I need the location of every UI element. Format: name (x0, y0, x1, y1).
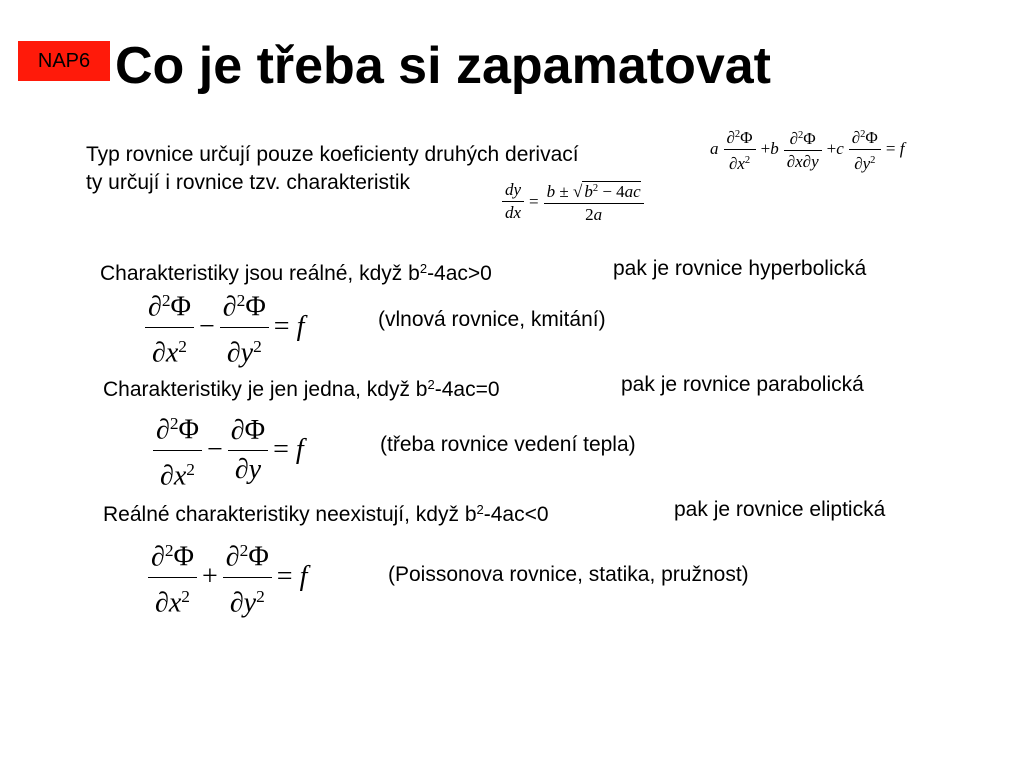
wave-equation-formula: $\frac{\partial^2\Phi}{\partial x^2}$ − $\frac{\partial^2\Phi}{\partial y^2}$ = f (145, 282, 309, 372)
hyperbolic-result: pak je rovnice hyperbolická (613, 257, 867, 280)
parabolic-condition: Charakteristiky je jen jedna, když $b^2-4ac=0$ (103, 377, 500, 402)
hyperbolic-note: (vlnová rovnice, kmitání) (378, 308, 606, 331)
heat-equation-formula: $\frac{\partial^2\Phi}{\partial x^2}$ − $\frac{\partial\Phi}{\partial y}$ = f (153, 405, 309, 495)
hyperbolic-condition: Charakteristiky jsou reálné, když $b^2-4ac>0$ (100, 261, 492, 286)
elliptic-result: pak je rovnice eliptická (674, 498, 886, 521)
slide-badge: NAP6 (18, 41, 110, 81)
parabolic-result: pak je rovnice parabolická (621, 373, 864, 396)
elliptic-condition: Reálné charakteristiky neexistují, když $b^2-4ac<0$ (103, 502, 549, 527)
characteristic-formula: $\frac{dy}{dx}$ = $\frac{b \pm √ b^2 - 4ac}{2a}$ (502, 178, 644, 226)
poisson-equation-formula: $\frac{\partial^2\Phi}{\partial x^2}$ + $\frac{\partial^2\Phi}{\partial y^2}$ = f (148, 532, 312, 622)
elliptic-note: (Poissonova rovnice, statika, pružnost) (388, 563, 749, 586)
intro-line-2: ty určují i rovnice tzv. charakteristik (86, 171, 411, 194)
page-title: Co je třeba si zapamatovat (115, 37, 771, 95)
general-pde-formula: a $\frac{\partial^2\Phi}{\partial x^2}$ +b $\frac{\partial^2\Phi}{\partial x\partial y}$ +c $\frac{\partial^2\Phi}{\partial y^2}$ = f (710, 127, 905, 173)
intro-line-1: Typ rovnice určují pouze koeficienty druhých derivací (86, 143, 579, 166)
parabolic-note: (třeba rovnice vedení tepla) (380, 433, 636, 456)
